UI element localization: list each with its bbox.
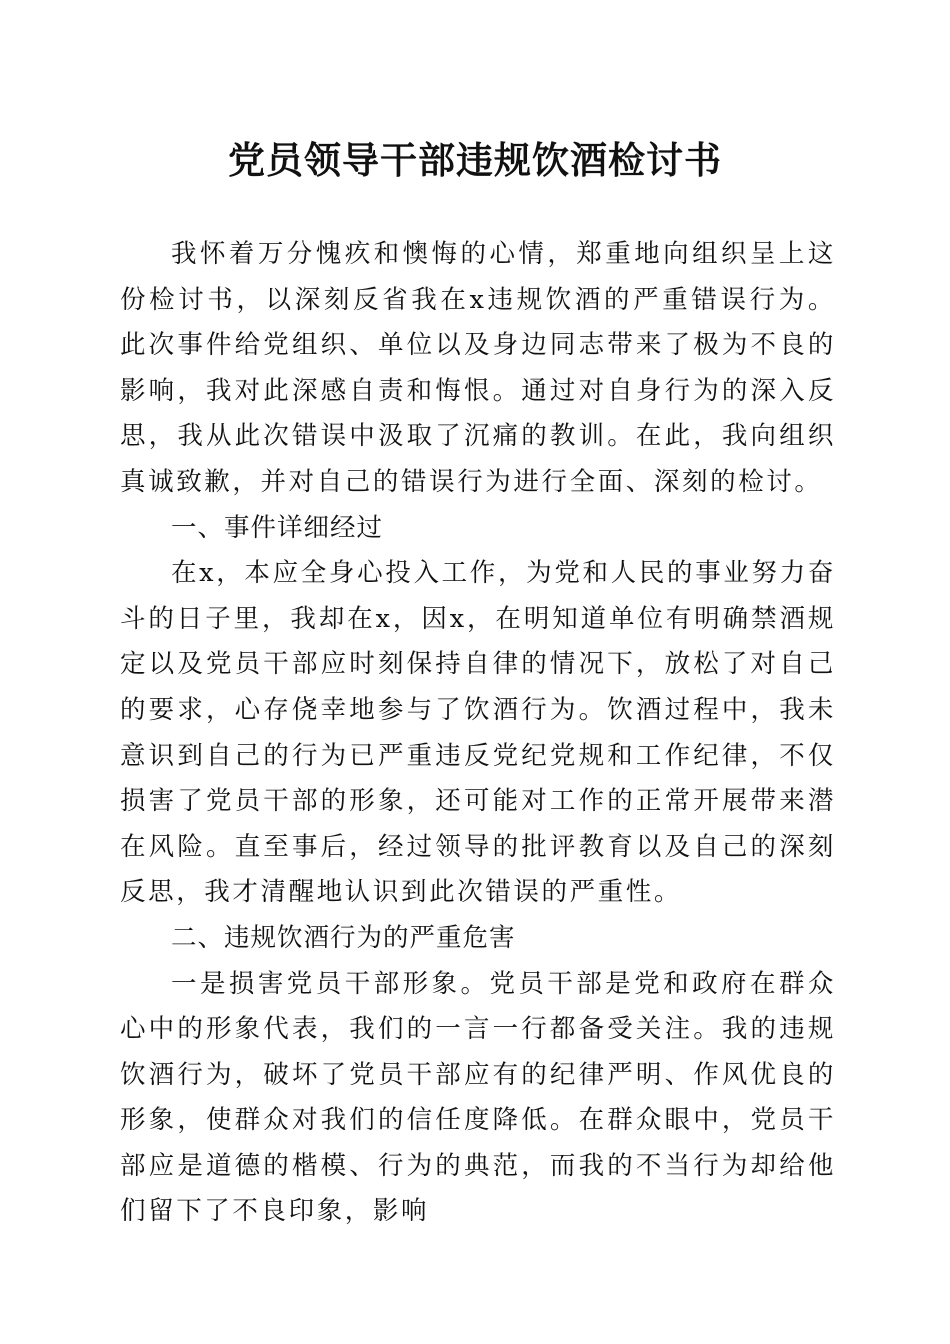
document-title: 党员领导干部违规饮酒检讨书: [228, 138, 722, 182]
section-paragraph-event-details: 在x，本应全身心投入工作，为党和人民的事业努力奋斗的日子里，我却在x，因x，在明知道单位有明确禁酒规定以及党员干部应时刻保持自律的情况下，放松了对自己的要求，心存侥幸地参与了饮酒行为。饮酒过程中，我未意识到自己的行为已严重违反党纪党规和工作纪律，不仅损害了党员干部的形象，还可能对工作的正常开展带来潜在风险。直至事后，经过领导的批评教育以及自己的深刻反思，我才清醒地认识到此次错误的严重性。: [120, 558, 836, 908]
document-body: [120, 232, 836, 1235]
section-heading-event-details: 一、事件详细经过: [171, 512, 384, 543]
section-heading-harm: 二、违规饮酒行为的严重危害: [171, 922, 516, 953]
section-paragraph-harm: 一是损害党员干部形象。党员干部是党和政府在群众心中的形象代表，我们的一言一行都备受关注。我的违规饮酒行为，破坏了党员干部应有的纪律严明、作风优良的形象，使群众对我们的信任度降低。在群众眼中，党员干部应是道德的楷模、行为的典范，而我的不当行为却给他们留下了不良印象，影响: [120, 968, 836, 1227]
intro-paragraph: 我怀着万分愧疚和懊悔的心情，郑重地向组织呈上这份检讨书，以深刻反省我在x违规饮酒的严重错误行为。此次事件给党组织、单位以及身边同志带来了极为不良的影响，我对此深感自责和悔恨。通过对自身行为的深入反思，我从此次错误中汲取了沉痛的教训。在此，我向组织真诚致歉，并对自己的错误行为进行全面、深刻的检讨。: [120, 239, 836, 497]
